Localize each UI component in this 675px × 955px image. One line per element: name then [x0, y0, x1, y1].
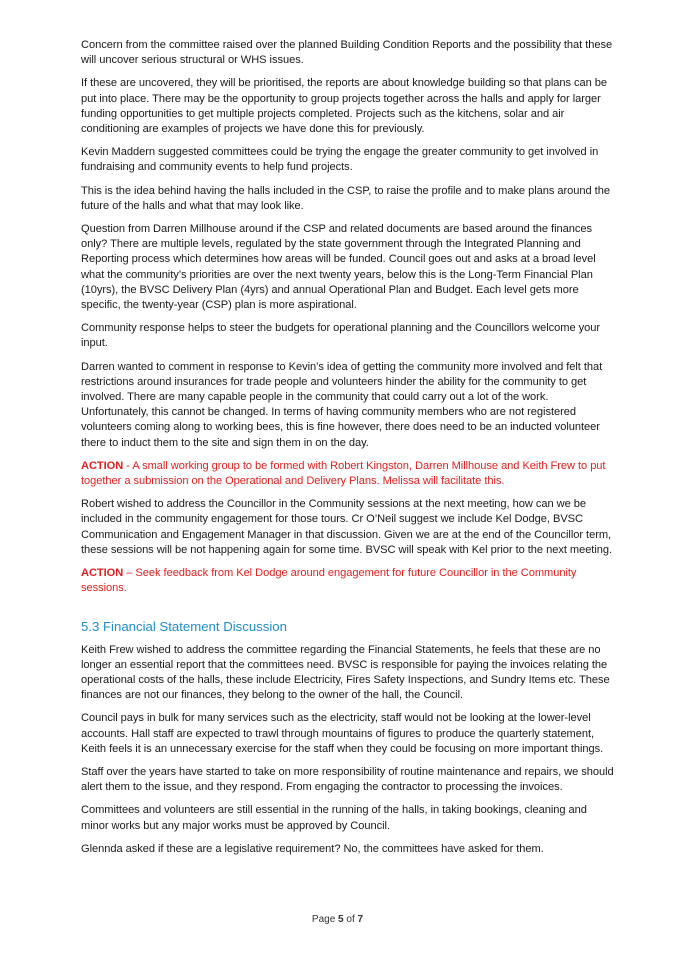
paragraph-prioritised: If these are uncovered, they will be prioritised, the reports are about knowledge building so that plans can be put into place. There may be the opportunity to group projects together across the halls and apply for larger funding opportunities to get multiple projects completed. Projects such as the kitchens, solar and air conditioning are examples of projects we have done this for previously.	[81, 77, 608, 136]
page-footer	[0, 914, 675, 925]
paragraph-glennda: Glennda asked if these are a legislative requirement? No, the committees have asked for them.	[81, 842, 544, 855]
current-page-number: 5	[338, 914, 344, 925]
page-label: Page	[311, 914, 336, 925]
paragraph-keith-frew: Keith Frew wished to address the committee regarding the Financial Statements, he feels that these are no longer an essential report that the committees need. BVSC is responsible for paying the invoices relating the operational costs of the halls, these include Electricity, Fires Safety Inspections, and Sundry Items etc. These finances are not our finances, they belong to the owner of the hall, the Council.	[81, 643, 610, 702]
paragraph-darren-question: Question from Darren Millhouse around if the CSP and related documents are based around the finances only? There are multiple levels, regulated by the state government through the Integrated Planning and Reporting process which determines how areas will be funded. Council goes out and asks at a broad level what the community’s priorities are over the next twenty years, below this is the Long-Term Financial Plan (10yrs), the BVSC Delivery Plan (4yrs) and annual Operational Plan and Budget. Each level gets more specific, the twenty-year (CSP) plan is more aspirational.	[81, 223, 596, 312]
action-text: – Seek feedback from Kel Dodge around engagement for future Councillor in the Community sessions.	[81, 567, 577, 595]
paragraph-committees-volunteers: Committees and volunteers are still essential in the running of the halls, in taking bookings, cleaning and minor works but any major works must be approved by Council.	[81, 804, 587, 832]
paragraph-staff-responsibility: Staff over the years have started to take on more responsibility of routine maintenance and repairs, we should alert them to the issue, and they respond. From engaging the contractor to processing the invoices.	[81, 765, 614, 794]
paragraph-kevin-maddern: Kevin Maddern suggested committees could be trying the engage the greater community to get involved in fundraising and community events to help fund projects.	[81, 146, 599, 174]
action-text: - A small working group to be formed with Robert Kingston, Darren Millhouse and Keith Frew to put together a submission on the Operational and Delivery Plans. Melissa will facilitate this.	[81, 459, 606, 488]
paragraph-robert: Robert wished to address the Councillor in the Community sessions at the next meeting, how can we be included in the community engagement for those tours. Cr O’Neil suggest we include Kel Dodge, BVSC Communication and Engagement Manager in that discussion. Given we are at the end of the Councillor term, these sessions will be not happening again for some time. BVSC will speak with Kel prior to the next meeting.	[81, 498, 613, 556]
action-keyword: ACTION	[81, 567, 124, 580]
paragraph-building-condition: Concern from the committee raised over the planned Building Condition Reports and the possibility that these will uncover serious structural or WHS issues.	[81, 39, 613, 67]
action-item-working-group	[81, 459, 617, 489]
total-pages-number: 7	[357, 914, 364, 925]
paragraph-csp-idea: This is the idea behind having the halls included in the CSP, to raise the profile and to make plans around the future of the halls and what that may look like.	[81, 184, 610, 212]
page-of-label: of	[346, 914, 355, 925]
paragraph-community-response: Community response helps to steer the budgets for operational planning and the Councillors welcome your input.	[81, 322, 601, 350]
action-item-kel-dodge	[81, 566, 617, 596]
paragraph-darren-insurance: Darren wanted to comment in response to Kevin’s idea of getting the community more involved and felt that restrictions around insurances for trade people and volunteers hinder the ability for the community to get involved. There are many capable people in the community that could carry out a lot of the work. Unfortunately, this cannot be changed. In terms of having community members who are not registered volunteers coming along to working bees, this is fine however, there does need to be an inducted volunteer there to induct them to the site and sign them in on the day.	[81, 360, 603, 449]
paragraph-council-bulk: Council pays in bulk for many services such as the electricity, staff would not be looking at the lower-level accounts. Hall staff are expected to trawl through mountains of figures to produce the quarterly statement, Keith feels it is an unnecessary exercise for the staff when they could be focusing on more important things.	[81, 712, 604, 755]
action-keyword: ACTION	[81, 459, 124, 472]
section-heading-financial-statement: 5.3 Financial Statement Discussion	[81, 618, 287, 634]
page-content	[81, 38, 617, 865]
